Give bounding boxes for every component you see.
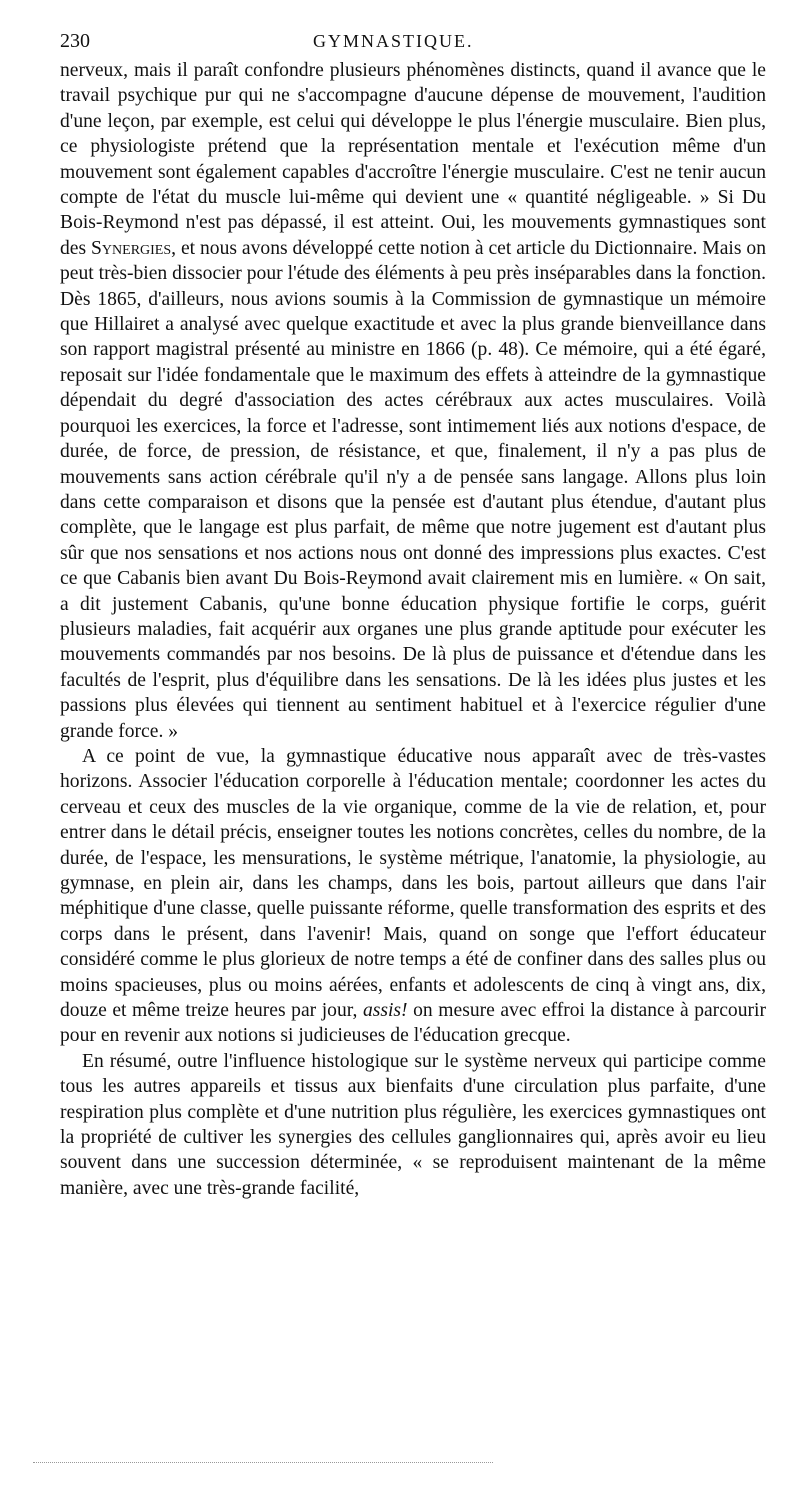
paragraph-1-part-2: , et nous avons développé cette notion à cet article du Dictionnaire. Mais on peut très-bien dissocier pour l'étude des éléments à peu près inséparables dans la fonction. Dès 1865, d'ailleurs, nous avions soumis à la Commission de gymnastique un mémoire que Hillairet a analysé avec quelque exactitude et avec la plus grande bienveillance dans son rapport magistral présenté au ministre en 1866 (p. 48). Ce mémoire, qui a été égaré, reposait sur l'idée fondamentale que le maximum des effets à atteindre de la gymnastique dépendait du degré d'association des actes cérébraux aux actes musculaires. Voilà pourquoi les exercices, la force et l'adresse, sont intimement liés aux notions d'espace, de durée, de force, de pression, de résistance, et que, finalement, il n'y a pas plus de mouvements sans action cérébrale qu'il n'y a de pensée sans langage. Allons plus loin dans cette comparaison et disons que la pensée est d'autant plus étendue, d'autant plus complète, que le langage est plus parfait, de même que notre jugement est d'autant plus sûr que nos sensations et nos actions nous ont donné des impressions plus exactes. C'est ce que Cabanis bien avant Du Bois-Reymond avait clairement mis en lumière. « On sait, a dit justement Cabanis, qu'une bonne éducation physique fortifie le corps, guérit plusieurs maladies, fait acquérir aux organes une plus grande aptitude pour exécuter les mouvements commandés par nos besoins. De là plus de puissance et d'étendue dans les facultés de l'esprit, plus d'équilibre dans les sensations. De là les idées plus justes et les passions plus élevées qui tiennent au sentiment habituel et à l'exercice régulier d'une grande force. » <box>60 237 766 742</box>
paragraph-3-part-1: En résumé, outre l'influence histologique sur le système nerveux qui participe comme tous les autres appareils et tissus aux bienfaits d'une circulation plus parfaite, d'une respiration plus complète et d'une nutrition plus régulière, les exercices gymnastiques ont la propriété de cultiver les synergies des cellules ganglionnaires qui, après avoir eu lieu souvent dans une succession déterminée, « se reproduisent maintenant de la même manière, avec une très-grande facilité, <box>60 1050 766 1199</box>
paragraph-2 <box>60 744 766 1049</box>
paragraph-1-part-1: nerveux, mais il paraît confondre plusieurs phénomènes distincts, quand il avance que le travail psychique pur qui ne s'accompagne d'aucune dépense de mouvement, l'audition d'une leçon, par exemple, est celui qui développe le plus l'énergie musculaire. Bien plus, ce physiologiste prétend que la représentation mentale et l'exécution même d'un mouvement sont également capables d'accroître l'énergie musculaire. C'est ne tenir aucun compte de l'état du muscle lui-même qui devient une « quantité négligeable. » Si Du Bois-Reymond n'est pas dépassé, il est atteint. Oui, les mouvements gymnastiques sont des <box>60 60 766 259</box>
paragraph-2-part-1: A ce point de vue, la gymnastique éducative nous apparaît avec de très-vastes horizons. Associer l'éducation corporelle à l'éducation mentale; coordonner les actes du cerveau et ceux des muscles de la vie organique, comme de la vie de relation, et, pour entrer dans le détail précis, enseigner toutes les notions concrètes, celles du nombre, de la durée, de l'espace, les mensurations, le système métrique, l'anatomie, la physiologie, au gymnase, en plein air, dans les champs, dans les bois, partout ailleurs que dans l'air méphitique d'une classe, quelle puissante réforme, quelle transformation des esprits et des corps dans le présent, dans l'avenir! Mais, quand on songe que l'effort éducateur considéré comme le plus glorieux de notre temps a été de confiner dans des salles plus ou moins spacieuses, plus ou moins aérées, enfants et adolescents de cinq à vingt ans, dix, douze et même treize heures par jour, <box>60 745 766 1022</box>
paragraph-1 <box>60 58 766 744</box>
paragraph-3 <box>60 1049 766 1201</box>
book-page <box>60 28 766 1201</box>
page-number: 230 <box>60 30 90 52</box>
body-text <box>60 58 766 1201</box>
paragraph-2-part-2: on mesure avec effroi la distance à parcourir pour en revenir aux notions si judicieuses de l'éducation grecque. <box>60 1000 766 1047</box>
running-title: GYMNASTIQUE. <box>313 31 474 51</box>
small-caps-term: Synergies <box>91 237 172 259</box>
italic-word: assis! <box>362 1000 408 1022</box>
running-head <box>60 28 766 54</box>
footer-dotted-rule <box>33 1462 493 1463</box>
